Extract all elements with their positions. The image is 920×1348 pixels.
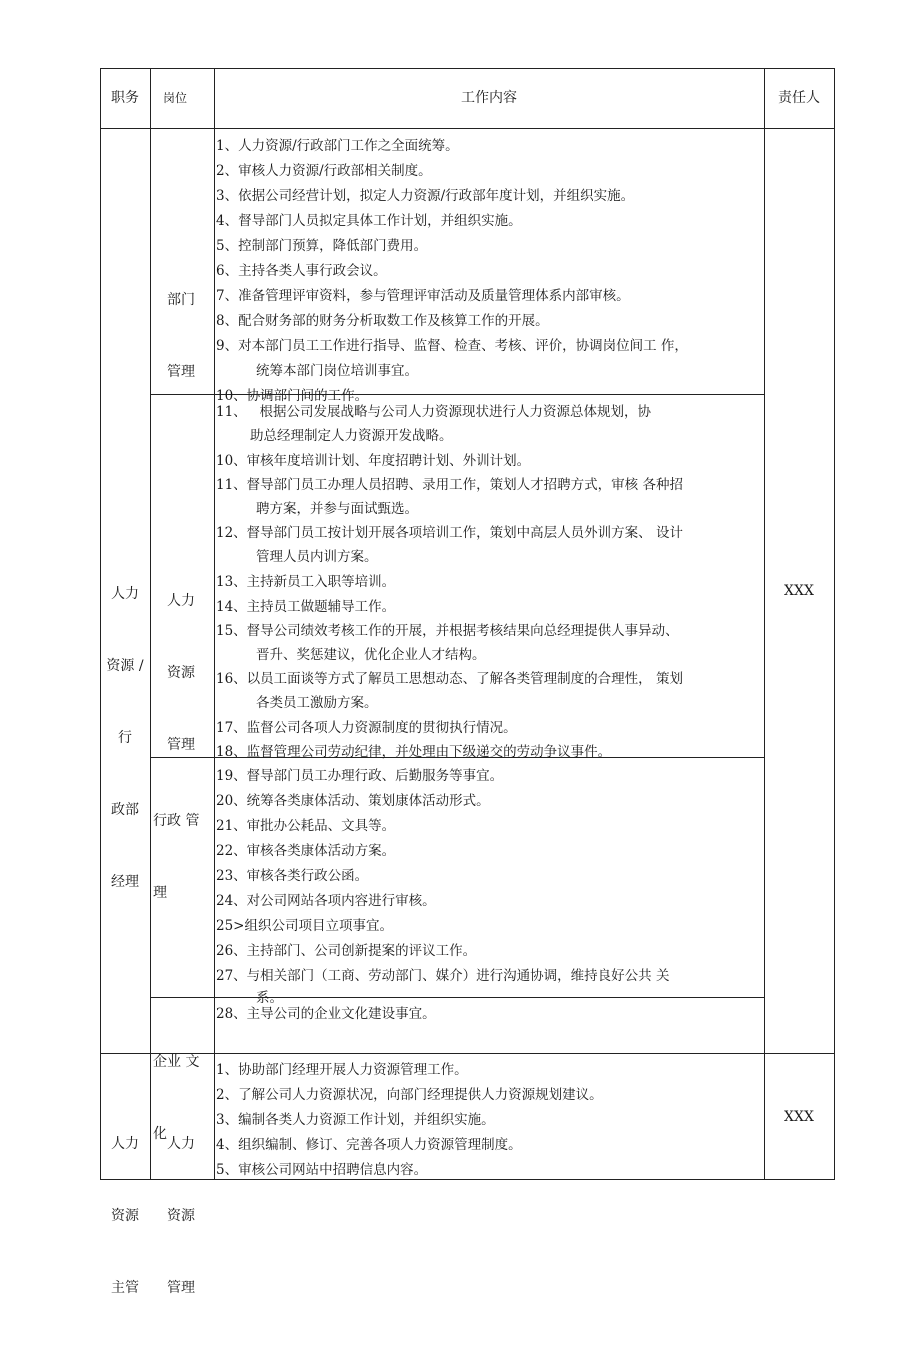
work-item: 28、主导公司的企业文化建设事宜。 bbox=[216, 1006, 436, 1022]
work-item: 1、人力资源/行政部门工作之全面统筹。 bbox=[216, 138, 459, 154]
post-cell: 行政 管 理 bbox=[153, 813, 200, 901]
position-cell: 人力 资源 主管 bbox=[111, 1136, 139, 1296]
work-item: 24、对公司网站各项内容进行审核。 bbox=[216, 893, 436, 909]
post-cell: 部门 管理 bbox=[167, 292, 195, 380]
work-item: 2、审核人力资源/行政部相关制度。 bbox=[216, 163, 432, 179]
work-item: 17、监督公司各项人力资源制度的贯彻执行情况。 bbox=[216, 720, 517, 736]
work-item: 10、协调部门间的工作。 bbox=[216, 388, 369, 404]
work-item: 9、对本部门员工工作进行指导、监督、检查、考核、评价，协调岗位间工 作， bbox=[216, 338, 688, 354]
work-content-group bbox=[0, 758, 920, 1006]
work-item: 11、 根据公司发展战略与公司人力资源现状进行人力资源总体规划，协 bbox=[216, 404, 652, 420]
work-item: 22、审核各类康体活动方案。 bbox=[216, 843, 396, 859]
work-item: 20、统筹各类康体活动、策划康体活动形式。 bbox=[216, 793, 490, 809]
work-item: 26、主持部门、公司创新提案的评议工作。 bbox=[216, 943, 477, 959]
post-cell: 企业 文 化 bbox=[153, 1054, 200, 1142]
work-item: 13、主持新员工入职等培训。 bbox=[216, 574, 396, 590]
position-cell: 人力 资源 / 行 政部 经理 bbox=[106, 586, 144, 890]
work-item-continuation: 聘方案，并参与面试甄选。 bbox=[256, 501, 418, 517]
post-cell: 人力 资源 管理 bbox=[167, 1136, 195, 1296]
responsible-person: XXX bbox=[784, 583, 814, 599]
work-item: 1、协助部门经理开展人力资源管理工作。 bbox=[216, 1062, 468, 1078]
work-item: 7、准备管理评审资料，参与管理评审活动及质量管理体系内部审核。 bbox=[216, 288, 630, 304]
work-item: 16、以员工面谈等方式了解员工思想动态、了解各类管理制度的合理性， 策划 bbox=[216, 671, 683, 687]
work-item-continuation: 晋升、奖惩建议，优化企业人才结构。 bbox=[256, 647, 486, 663]
work-item: 10、审核年度培训计划、年度招聘计划、外训计划。 bbox=[216, 453, 531, 469]
work-item: 11、督导部门员工办理人员招聘、录用工作，策划人才招聘方式，审核 各种招 bbox=[216, 477, 683, 493]
work-item: 21、审批办公耗品、文具等。 bbox=[216, 818, 396, 834]
work-item: 25>组织公司项目立项事宜。 bbox=[216, 918, 393, 934]
table-border-bottom bbox=[100, 1179, 834, 1180]
header-responsible: 责任人 bbox=[778, 90, 820, 106]
work-item-continuation: 助总经理制定人力资源开发战略。 bbox=[250, 428, 453, 444]
work-item-continuation: 统筹本部门岗位培训事宜。 bbox=[256, 363, 418, 379]
work-item: 15、督导公司绩效考核工作的开展，并根据考核结果向总经理提供人事异动、 bbox=[216, 623, 679, 639]
work-item: 14、主持员工做题辅导工作。 bbox=[216, 599, 396, 615]
header-position: 职务 bbox=[111, 90, 139, 106]
work-item: 5、控制部门预算，降低部门费用。 bbox=[216, 238, 428, 254]
work-item: 3、编制各类人力资源工作计划，并组织实施。 bbox=[216, 1112, 495, 1128]
header-post: 岗位 bbox=[163, 91, 188, 105]
work-item: 2、了解公司人力资源状况，向部门经理提供人力资源规划建议。 bbox=[216, 1087, 603, 1103]
work-item: 3、依据公司经营计划，拟定人力资源/行政部年度计划，并组织实施。 bbox=[216, 188, 635, 204]
work-item: 5、审核公司网站中招聘信息内容。 bbox=[216, 1162, 428, 1178]
work-item-continuation: 各类员工激励方案。 bbox=[256, 695, 378, 711]
work-content-group bbox=[0, 128, 920, 404]
work-item: 8、配合财务部的财务分析取数工作及核算工作的开展。 bbox=[216, 313, 549, 329]
group-divider bbox=[150, 997, 764, 998]
work-item: 18、监督管理公司劳动纪律，并处理由下级递交的劳动争议事件。 bbox=[216, 744, 612, 760]
work-item: 19、督导部门员工办理行政、后勤服务等事宜。 bbox=[216, 768, 504, 784]
table-border-top bbox=[100, 68, 834, 69]
work-item: 27、与相关部门（工商、劳动部门、媒介）进行沟通协调，维持良好公共 关 bbox=[216, 968, 670, 984]
work-item: 4、督导部门人员拟定具体工作计划，并组织实施。 bbox=[216, 213, 522, 229]
work-content-group bbox=[0, 395, 920, 760]
header-work-content: 工作内容 bbox=[461, 90, 517, 106]
responsible-person: XXX bbox=[784, 1109, 814, 1125]
post-cell: 人力 资源 管理 bbox=[167, 593, 195, 753]
work-item: 23、审核各类行政公函。 bbox=[216, 868, 369, 884]
work-item: 12、督导部门员工按计划开展各项培训工作，策划中高层人员外训方案、 设计 bbox=[216, 525, 683, 541]
work-item: 6、主持各类人事行政会议。 bbox=[216, 263, 387, 279]
work-item: 4、组织编制、修订、完善各项人力资源管理制度。 bbox=[216, 1137, 522, 1153]
work-item-continuation: 系。 bbox=[256, 990, 283, 1006]
work-item-continuation: 管理人员内训方案。 bbox=[256, 549, 378, 565]
